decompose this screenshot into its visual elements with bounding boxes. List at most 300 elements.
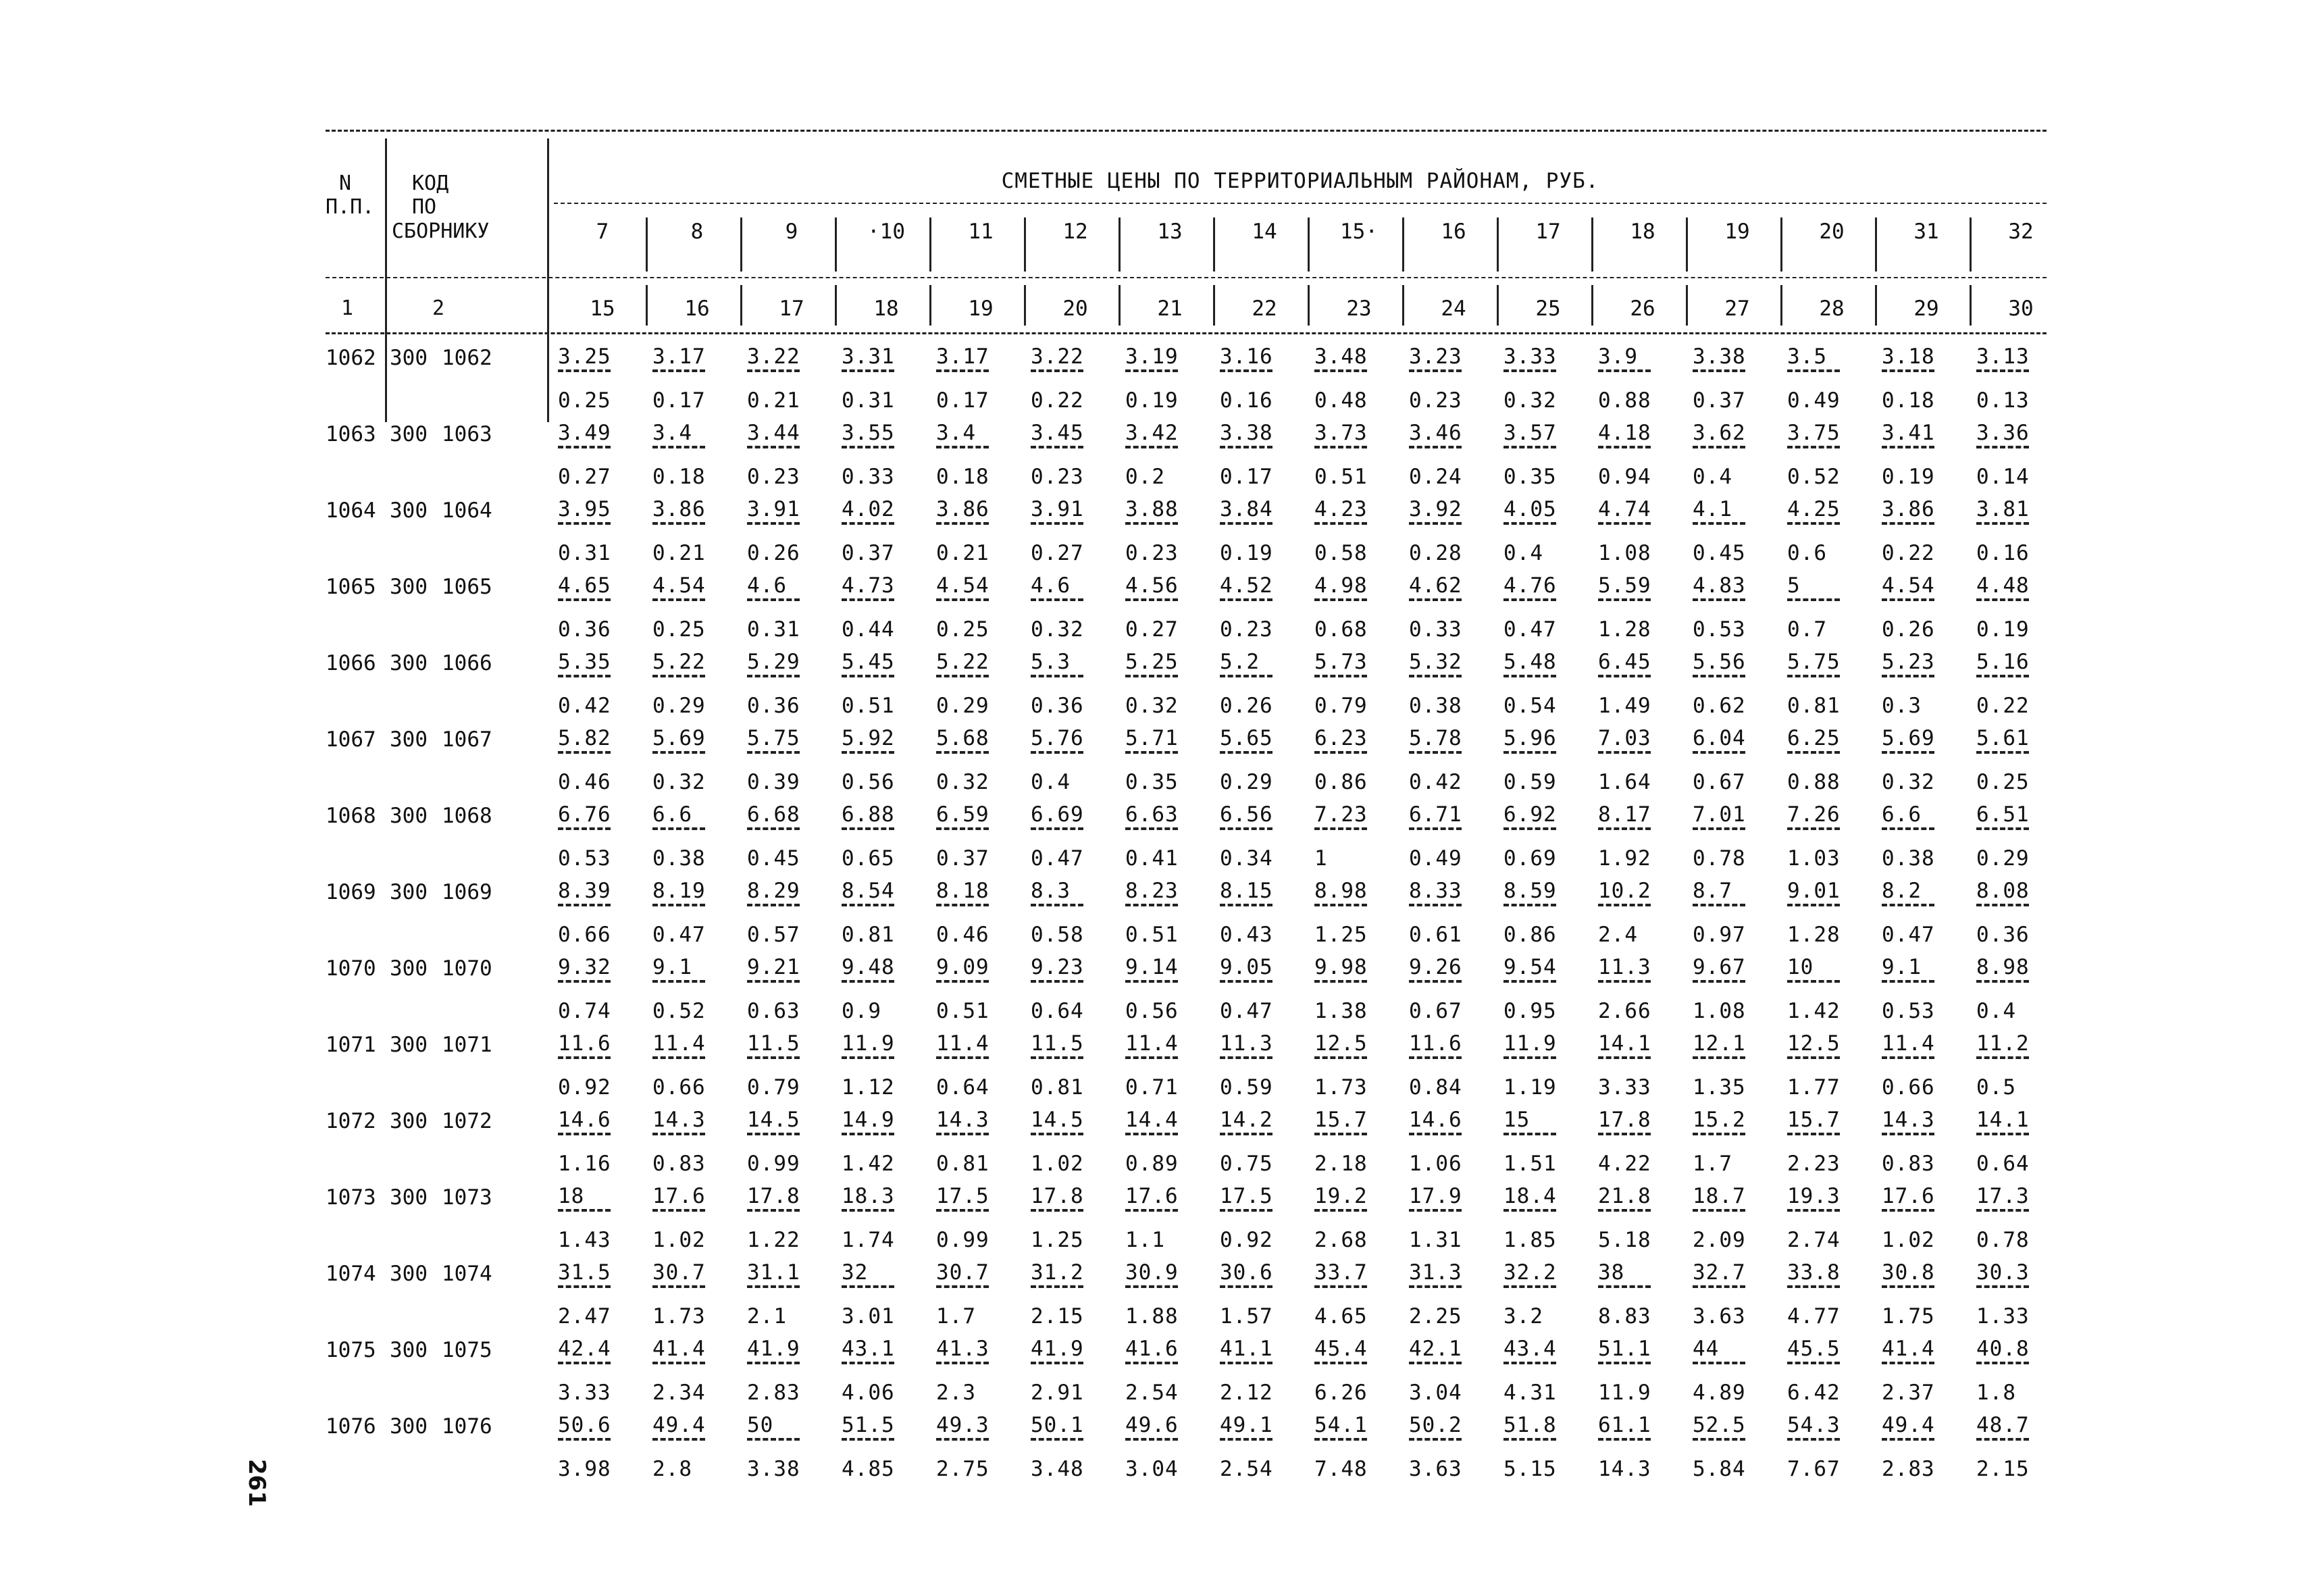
row-number: 1071	[326, 1033, 376, 1057]
price-total: 14.3	[936, 1108, 989, 1132]
price-cell	[1406, 1337, 1501, 1406]
price-component: 1.88	[1125, 1304, 1179, 1329]
fraction-bar	[936, 1133, 989, 1135]
fraction-bar	[652, 980, 705, 983]
price-component: 0.94	[1598, 465, 1651, 489]
price-total: 4.54	[652, 573, 706, 598]
price-total: 9.14	[1125, 955, 1179, 979]
price-component: 0.25	[936, 617, 989, 642]
fraction-bar	[1976, 1056, 2029, 1059]
price-total: 5.59	[1598, 573, 1651, 598]
column-number-cell: 30	[2008, 297, 2034, 321]
column-number-cell: 28	[1819, 297, 1845, 321]
row-code-section: 300	[390, 880, 428, 904]
fraction-bar	[1125, 751, 1178, 754]
price-cell	[1595, 955, 1690, 1024]
price-component: 3.63	[1693, 1304, 1746, 1329]
price-cell	[1501, 497, 1595, 566]
price-cell	[839, 1031, 933, 1100]
price-component: 2.25	[1409, 1304, 1462, 1329]
price-component: 7.67	[1787, 1457, 1841, 1481]
price-cell	[1123, 1184, 1217, 1253]
price-cell	[1974, 1337, 2068, 1406]
fraction-bar	[1125, 1056, 1178, 1059]
price-cell	[1690, 650, 1784, 719]
price-cell	[1028, 802, 1123, 871]
fraction-bar	[1503, 675, 1556, 677]
price-total: 33.8	[1787, 1260, 1841, 1285]
price-component: 3.98	[558, 1457, 611, 1481]
fraction-bar	[1220, 1438, 1272, 1441]
price-total: 49.4	[1882, 1413, 1935, 1437]
fraction-bar	[1598, 1056, 1651, 1059]
district-divider	[835, 217, 837, 272]
price-total: 8.33	[1409, 879, 1462, 903]
price-component: 0.22	[1976, 694, 2030, 718]
fraction-bar	[652, 1362, 705, 1364]
fraction-bar	[936, 369, 989, 372]
row-number: 1070	[326, 956, 376, 981]
price-total: 48.7	[1976, 1413, 2030, 1437]
price-total: 4.73	[842, 573, 895, 598]
price-component: 1.02	[652, 1228, 706, 1252]
price-component: 0.31	[747, 617, 800, 642]
price-total: 8.98	[1976, 955, 2030, 979]
row-code-item: 1063	[442, 422, 492, 446]
fraction-bar	[1882, 1285, 1934, 1288]
price-total: 32.7	[1693, 1260, 1746, 1285]
price-cell	[1595, 497, 1690, 566]
price-cell	[839, 879, 933, 948]
price-total: 19.2	[1314, 1184, 1368, 1208]
price-component: 0.99	[936, 1228, 989, 1252]
district-divider	[1970, 217, 1972, 272]
price-cell	[1312, 1413, 1406, 1482]
price-cell	[1123, 344, 1217, 413]
price-cell	[933, 1260, 1028, 1329]
price-cell	[1406, 802, 1501, 871]
price-total: 11.2	[1976, 1031, 2030, 1056]
price-cell	[1312, 802, 1406, 871]
price-total: 3.84	[1220, 497, 1273, 521]
price-total: 5.35	[558, 650, 611, 674]
fraction-bar	[936, 904, 989, 906]
fraction-bar	[652, 1133, 705, 1135]
price-cell	[650, 1413, 744, 1482]
fraction-bar	[842, 827, 894, 830]
price-cell	[1028, 1031, 1123, 1100]
price-total: 5.2	[1220, 650, 1260, 674]
price-cell	[1784, 1031, 1879, 1100]
price-component: 1.03	[1787, 846, 1841, 871]
district-header-cell: 14	[1252, 220, 1277, 244]
price-cell	[744, 573, 839, 642]
price-cell	[650, 1260, 744, 1329]
district-divider	[1686, 217, 1688, 272]
column-number-divider	[1970, 285, 1972, 326]
price-total: 4.54	[1882, 573, 1935, 598]
price-cell	[1595, 1260, 1690, 1329]
row-number: 1067	[326, 727, 376, 752]
fraction-bar	[747, 369, 800, 372]
price-component: 1.25	[1314, 923, 1368, 947]
price-cell	[555, 650, 650, 719]
price-total: 6.68	[747, 802, 800, 827]
price-cell	[1501, 1260, 1595, 1329]
fraction-bar	[652, 675, 705, 677]
price-cell	[1690, 879, 1784, 948]
fraction-bar	[936, 1362, 989, 1364]
col-divider-n	[385, 138, 387, 422]
price-total: 44	[1693, 1337, 1720, 1361]
price-total: 14.9	[842, 1108, 895, 1132]
price-total: 6.23	[1314, 726, 1368, 750]
price-component: 0.32	[1031, 617, 1084, 642]
price-component: 0.97	[1693, 923, 1746, 947]
price-cell	[1974, 1184, 2068, 1253]
price-cell	[744, 879, 839, 948]
price-component: 0.18	[1882, 388, 1935, 413]
price-component: 0.13	[1976, 388, 2030, 413]
price-total: 3.13	[1976, 344, 2030, 369]
price-total: 3.22	[1031, 344, 1084, 369]
price-total: 11.3	[1220, 1031, 1273, 1056]
district-header-cell: 20	[1819, 220, 1845, 244]
price-component: 0.42	[1409, 770, 1462, 794]
price-total: 9.23	[1031, 955, 1084, 979]
price-cell	[1595, 879, 1690, 948]
fraction-bar	[1409, 751, 1462, 754]
price-component: 1.35	[1693, 1075, 1746, 1100]
price-component: 0.5	[1976, 1075, 2016, 1100]
price-total: 8.3	[1031, 879, 1071, 903]
price-component: 0.66	[1882, 1075, 1935, 1100]
price-total: 7.23	[1314, 802, 1368, 827]
price-total: 5.65	[1220, 726, 1273, 750]
price-cell	[1123, 1337, 1217, 1406]
price-component: 7.48	[1314, 1457, 1368, 1481]
price-total: 12.5	[1314, 1031, 1368, 1056]
price-component: 0.29	[1976, 846, 2030, 871]
price-component: 0.79	[747, 1075, 800, 1100]
price-cell	[650, 726, 744, 795]
column-number-cell: 24	[1441, 297, 1466, 321]
price-total: 5.78	[1409, 726, 1462, 750]
price-cell	[1217, 1337, 1312, 1406]
column-number-cell: 21	[1157, 297, 1183, 321]
price-total: 30.3	[1976, 1260, 2030, 1285]
price-component: 4.89	[1693, 1381, 1746, 1405]
price-total: 5.76	[1031, 726, 1084, 750]
price-component: 0.3	[1882, 694, 1922, 718]
price-cell	[1784, 726, 1879, 795]
fraction-bar	[1031, 751, 1083, 754]
fraction-bar	[1787, 1285, 1840, 1288]
price-total: 9.01	[1787, 879, 1841, 903]
price-total: 5.48	[1503, 650, 1557, 674]
column-number-cell: 29	[1913, 297, 1939, 321]
column-number-divider	[1497, 285, 1499, 326]
price-component: 0.35	[1125, 770, 1179, 794]
price-component: 0.84	[1409, 1075, 1462, 1100]
price-total: 6.6	[1882, 802, 1922, 827]
price-total: 50	[747, 1413, 774, 1437]
price-cell	[650, 344, 744, 413]
price-component: 1.33	[1976, 1304, 2030, 1329]
price-cell	[1123, 1413, 1217, 1482]
price-total: 11.6	[1409, 1031, 1462, 1056]
price-total: 4.74	[1598, 497, 1651, 521]
price-cell	[933, 650, 1028, 719]
price-total: 43.1	[842, 1337, 895, 1361]
price-component: 0.65	[842, 846, 895, 871]
price-total: 50.2	[1409, 1413, 1462, 1437]
price-total: 11.9	[1503, 1031, 1557, 1056]
column-number-cell: 17	[779, 297, 804, 321]
fraction-bar	[1598, 980, 1651, 983]
row-label	[326, 1414, 548, 1439]
fraction-bar	[747, 675, 800, 677]
price-total: 9.26	[1409, 955, 1462, 979]
fraction-bar	[1882, 1362, 1934, 1364]
price-total: 3.38	[1220, 421, 1273, 445]
price-cell	[1028, 955, 1123, 1024]
fraction-bar	[747, 446, 800, 448]
row-code-item: 1067	[442, 727, 492, 752]
price-total: 3.88	[1125, 497, 1179, 521]
price-cell	[555, 1337, 650, 1406]
price-total: 5.22	[652, 650, 706, 674]
row-code-item: 1070	[442, 956, 492, 981]
price-cell	[1501, 1184, 1595, 1253]
fraction-bar	[747, 1285, 800, 1288]
price-cell	[933, 497, 1028, 566]
price-cell	[1974, 726, 2068, 795]
fraction-bar	[842, 1285, 894, 1288]
column-number-divider	[1024, 285, 1026, 326]
price-component: 1.92	[1598, 846, 1651, 871]
price-cell	[1123, 421, 1217, 490]
price-cell	[650, 955, 744, 1024]
fraction-bar	[652, 1285, 705, 1288]
price-total: 4.05	[1503, 497, 1557, 521]
column-number-cell: 26	[1630, 297, 1655, 321]
column-number-divider	[1875, 285, 1877, 326]
price-component: 0.22	[1031, 388, 1084, 413]
price-total: 9.54	[1503, 955, 1557, 979]
price-total: 3.55	[842, 421, 895, 445]
price-total: 8.98	[1314, 879, 1368, 903]
price-total: 6.51	[1976, 802, 2030, 827]
price-total: 3.57	[1503, 421, 1557, 445]
price-cell	[1406, 726, 1501, 795]
price-total: 4.65	[558, 573, 611, 598]
price-cell	[1784, 1108, 1879, 1177]
price-cell	[1879, 955, 1974, 1024]
price-cell	[1028, 1184, 1123, 1253]
price-cell	[1595, 1413, 1690, 1482]
fraction-bar	[747, 1209, 800, 1212]
fraction-bar	[1787, 1133, 1840, 1135]
price-total: 5.73	[1314, 650, 1368, 674]
price-total: 52.5	[1693, 1413, 1746, 1437]
price-component: 14.3	[1598, 1457, 1651, 1481]
row-label	[326, 346, 548, 370]
price-cell	[650, 573, 744, 642]
fraction-bar	[936, 980, 989, 983]
price-cell	[839, 955, 933, 1024]
price-cell	[650, 1184, 744, 1253]
price-total: 3.25	[558, 344, 611, 369]
price-cell	[1974, 955, 2068, 1024]
title-rule	[554, 203, 2047, 204]
row-code-section: 300	[390, 1109, 428, 1133]
price-cell	[650, 497, 744, 566]
price-cell	[1312, 1031, 1406, 1100]
price-component: 0.26	[747, 541, 800, 565]
price-cell	[1217, 421, 1312, 490]
price-cell	[933, 955, 1028, 1024]
price-cell	[933, 1031, 1028, 1100]
price-component: 0.86	[1503, 923, 1557, 947]
price-total: 30.8	[1882, 1260, 1935, 1285]
price-total: 3.44	[747, 421, 800, 445]
price-total: 3.95	[558, 497, 611, 521]
price-cell	[1595, 1337, 1690, 1406]
price-component: 0.25	[558, 388, 611, 413]
fraction-bar	[1125, 1209, 1178, 1212]
price-component: 0.52	[652, 999, 706, 1023]
price-total: 5.92	[842, 726, 895, 750]
price-total: 30.6	[1220, 1260, 1273, 1285]
price-cell	[650, 1031, 744, 1100]
row-number: 1064	[326, 498, 376, 523]
price-total: 9.32	[558, 955, 611, 979]
fraction-bar	[1031, 1133, 1083, 1135]
price-total: 17.6	[652, 1184, 706, 1208]
row-code-item: 1071	[442, 1033, 492, 1057]
price-cell	[1879, 344, 1974, 413]
fraction-bar	[1409, 369, 1462, 372]
fraction-bar	[936, 1056, 989, 1059]
column-number-cell: 16	[684, 297, 710, 321]
price-cell	[1312, 573, 1406, 642]
price-component: 0.36	[558, 617, 611, 642]
district-header-cell: 16	[1441, 220, 1466, 244]
price-component: 2.3	[936, 1381, 976, 1405]
price-component: 0.79	[1314, 694, 1368, 718]
price-total: 5.45	[842, 650, 895, 674]
price-component: 0.16	[1220, 388, 1273, 413]
fraction-bar	[1031, 369, 1083, 372]
price-cell	[1217, 1031, 1312, 1100]
price-cell	[1217, 1260, 1312, 1329]
price-cell	[1028, 1413, 1123, 1482]
price-cell	[933, 879, 1028, 948]
price-total: 5.69	[1882, 726, 1935, 750]
price-component: 2.37	[1882, 1381, 1935, 1405]
price-total: 33.7	[1314, 1260, 1368, 1285]
price-component: 2.66	[1598, 999, 1651, 1023]
price-total: 43.4	[1503, 1337, 1557, 1361]
price-cell	[1028, 497, 1123, 566]
price-cell	[1690, 802, 1784, 871]
price-component: 3.04	[1125, 1457, 1179, 1481]
price-total: 17.8	[747, 1184, 800, 1208]
col-n-header: N	[339, 172, 352, 195]
price-total: 14.6	[558, 1108, 611, 1132]
price-cell	[1784, 1260, 1879, 1329]
price-component: 0.9	[842, 999, 881, 1023]
fraction-bar	[652, 446, 705, 448]
price-component: 2.23	[1787, 1152, 1841, 1176]
row-number: 1073	[326, 1185, 376, 1210]
price-total: 4.98	[1314, 573, 1368, 598]
district-divider	[646, 217, 648, 272]
price-total: 3.16	[1220, 344, 1273, 369]
price-component: 0.19	[1220, 541, 1273, 565]
index-col-1: 1	[341, 297, 354, 320]
column-number-divider	[1591, 285, 1593, 326]
row-code-item: 1076	[442, 1414, 492, 1439]
price-total: 3.49	[558, 421, 611, 445]
price-total: 32	[842, 1260, 869, 1285]
price-total: 54.1	[1314, 1413, 1368, 1437]
price-total: 4.18	[1598, 421, 1651, 445]
fraction-bar	[1598, 522, 1651, 525]
row-code-section: 300	[390, 422, 428, 446]
price-cell	[555, 573, 650, 642]
price-component: 1.08	[1598, 541, 1651, 565]
price-cell	[1879, 726, 1974, 795]
fraction-bar	[842, 675, 894, 677]
price-cell	[744, 1337, 839, 1406]
fraction-bar	[747, 1362, 800, 1364]
price-component: 0.21	[747, 388, 800, 413]
price-cell	[1595, 1031, 1690, 1100]
district-divider	[1119, 217, 1121, 272]
price-cell	[744, 1108, 839, 1177]
price-total: 11.3	[1598, 955, 1651, 979]
price-cell	[1690, 1184, 1784, 1253]
fraction-bar	[747, 751, 800, 754]
price-component: 0.81	[842, 923, 895, 947]
district-divider	[1213, 217, 1215, 272]
price-total: 14.5	[747, 1108, 800, 1132]
fraction-bar	[1220, 598, 1272, 601]
price-component: 3.63	[1409, 1457, 1462, 1481]
price-component: 1.57	[1220, 1304, 1273, 1329]
price-cell	[1690, 497, 1784, 566]
price-component: 0.24	[1409, 465, 1462, 489]
fraction-bar	[652, 1438, 705, 1441]
price-cell	[555, 955, 650, 1024]
price-component: 0.56	[1125, 999, 1179, 1023]
price-component: 2.74	[1787, 1228, 1841, 1252]
district-header-cell: 12	[1062, 220, 1088, 244]
price-total: 14.2	[1220, 1108, 1273, 1132]
price-total: 11.9	[842, 1031, 895, 1056]
price-component: 4.85	[842, 1457, 895, 1481]
price-cell	[933, 1108, 1028, 1177]
fraction-bar	[1787, 1438, 1840, 1441]
price-cell	[744, 421, 839, 490]
fraction-bar	[1409, 522, 1462, 525]
price-total: 8.19	[652, 879, 706, 903]
price-total: 3.48	[1314, 344, 1368, 369]
price-component: 0.27	[558, 465, 611, 489]
fraction-bar	[1598, 1209, 1651, 1212]
